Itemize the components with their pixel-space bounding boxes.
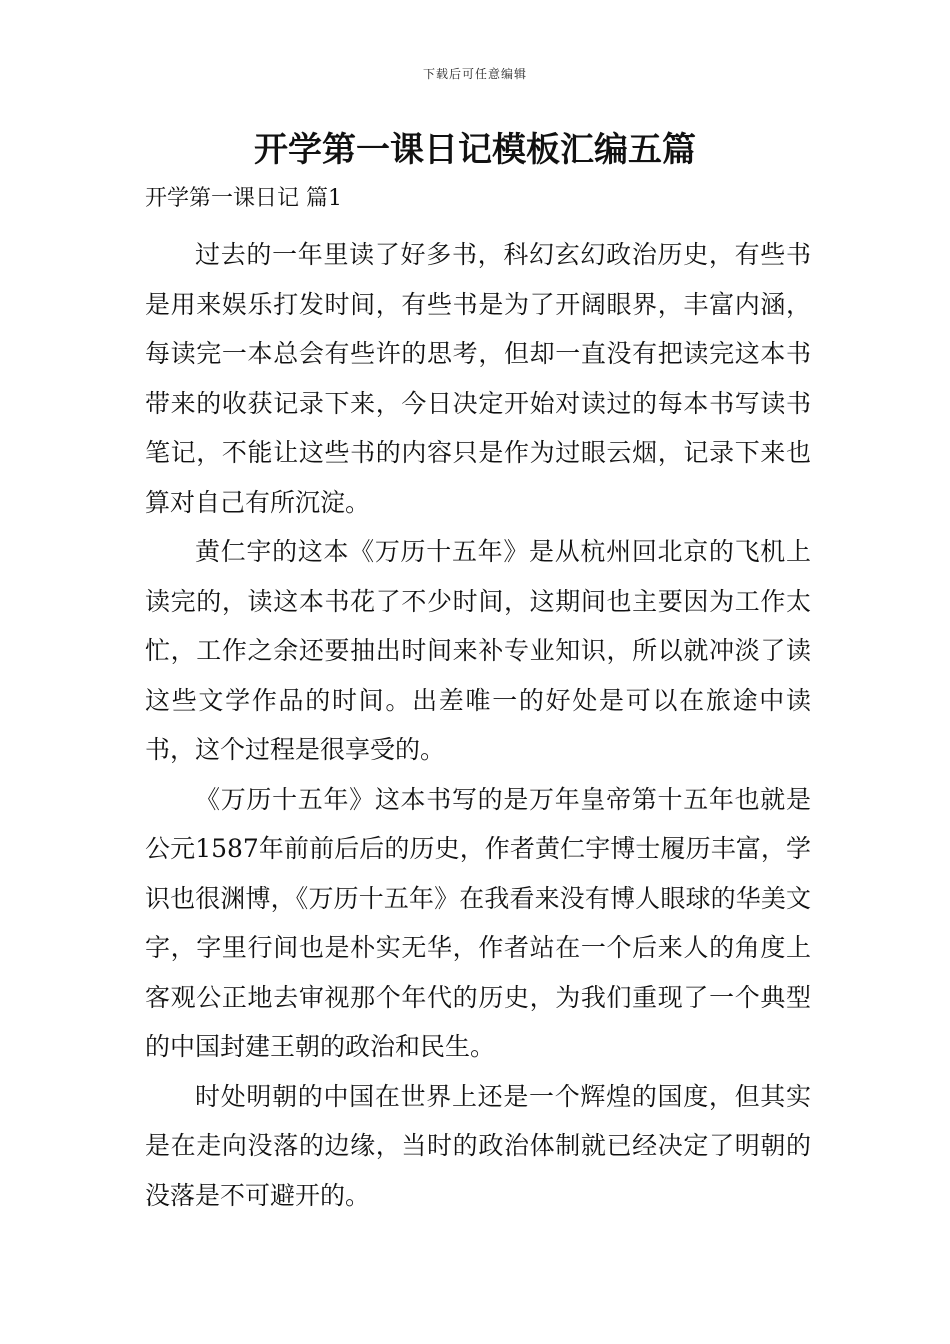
paragraph: 《万历十五年》这本书写的是万年皇帝第十五年也就是公元1587年前前后后的历史，作者黄仁宇博士履历丰富，学识也很渊博，《万历十五年》在我看来没有博人眼球的华美文字，字里行间也是朴实无华，作者站在一个后来人的角度上客观公正地去审视那个年代的历史，为我们重现了一个典型的中国封建王朝的政治和民生。 [145, 784, 811, 1061]
document-title: 开学第一课日记模板汇编五篇 [254, 130, 696, 170]
paragraph: 黄仁宇的这本《万历十五年》是从杭州回北京的飞机上读完的，读这本书花了不少时间，这期间也主要因为工作太忙，工作之余还要抽出时间来补专业知识，所以就冲淡了读这些文学作品的时间。出差唯一的好处是可以在旅途中读书，这个过程是很享受的。 [145, 537, 811, 764]
paragraph: 时处明朝的中国在世界上还是一个辉煌的国度，但其实是在走向没落的边缘，当时的政治体制就已经决定了明朝的没落是不可避开的。 [145, 1081, 811, 1210]
body-text [145, 230, 811, 1220]
paragraph: 过去的一年里读了好多书，科幻玄幻政治历史，有些书是用来娱乐打发时间，有些书是为了开阔眼界，丰富内涵，每读完一本总会有些许的思考，但却一直没有把读完这本书带来的收获记录下来，今日决定开始对读过的每本书写读书笔记，不能让这些书的内容只是作为过眼云烟，记录下来也算对自己有所沉淀。 [145, 240, 811, 517]
header-note: 下载后可任意编辑 [422, 67, 527, 81]
section-heading: 开学第一课日记 篇1 [145, 186, 342, 211]
